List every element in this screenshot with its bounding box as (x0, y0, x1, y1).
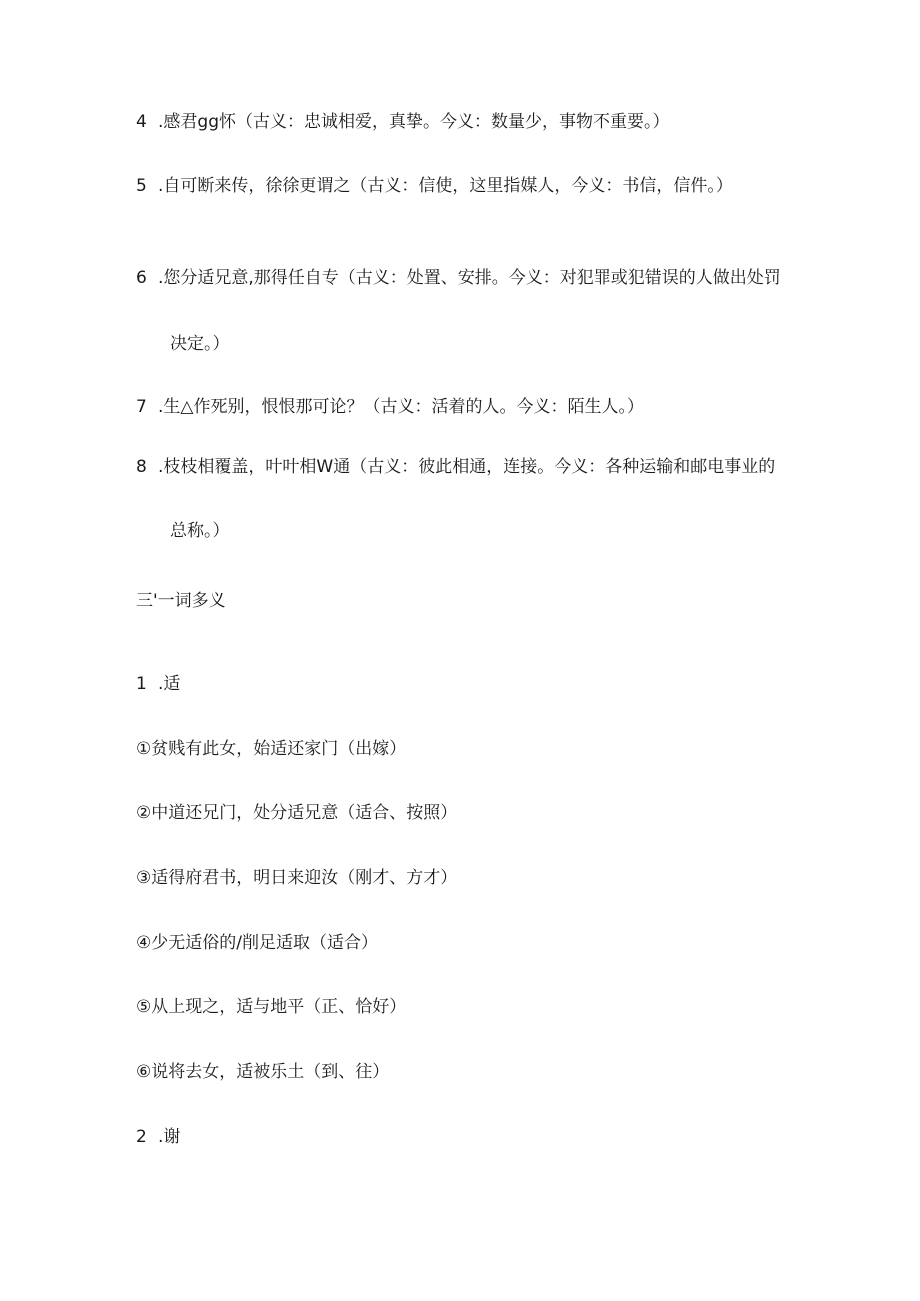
word-number: 2 (136, 1127, 147, 1147)
word-label: .谢 (158, 1127, 181, 1147)
sense-item: ①贫贱有此女，始适还家门（出嫁） (136, 739, 407, 759)
word-label: .适 (158, 674, 181, 694)
sense-item: ③适得府君书，明日来迎汝（刚才、方才） (136, 868, 458, 888)
item-continuation: 总称。） (170, 521, 230, 541)
item-text: .生△作死别，恨恨那可论？（古义：活着的人。今义：陌生人。） (158, 397, 644, 417)
item-text: .自可断来传，徐徐更谓之（古义：信使，这里指媒人，今义：书信，信件。） (158, 176, 733, 196)
item-text: .您分适兄意,那得任自专（古义：处置、安排。今义：对犯罪或犯错误的人做出处罚 (158, 268, 781, 288)
item-text: .枝枝相覆盖，叶叶相W通（古义：彼此相通，连接。今义：各种运输和邮电事业的 (158, 457, 776, 477)
sense-item: ④少无适俗的/削足适取（适合） (136, 933, 378, 953)
item-number: 6 (136, 268, 147, 288)
item-number: 5 (136, 176, 147, 196)
sense-item: ⑤从上现之，适与地平（正、恰好） (136, 997, 407, 1017)
item-number: 4 (136, 112, 147, 132)
item-continuation: 决定。） (170, 334, 230, 354)
item-number: 7 (136, 397, 147, 417)
section-heading: 三'一词多义 (136, 591, 226, 611)
word-number: 1 (136, 674, 147, 694)
item-text: .感君gg怀（古义：忠诚相爱，真挚。今义：数量少，事物不重要。） (158, 112, 670, 132)
sense-item: ⑥说将去女，适被乐土（到、往） (136, 1062, 390, 1082)
sense-item: ②中道还兄门，处分适兄意（适合、按照） (136, 803, 458, 823)
item-number: 8 (136, 457, 147, 477)
